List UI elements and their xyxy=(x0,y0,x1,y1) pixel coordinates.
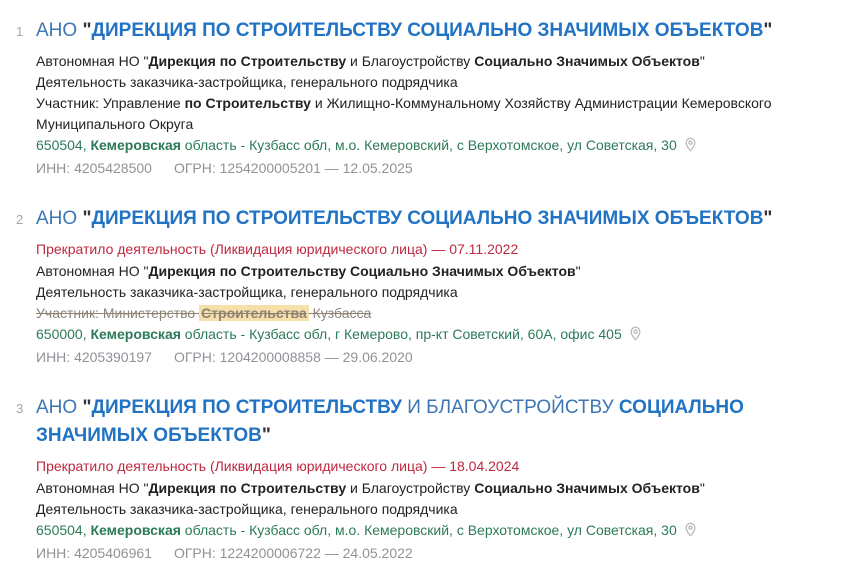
close-quote: " xyxy=(763,208,773,229)
open-quote: " xyxy=(82,208,92,229)
company-participant: Участник: Управление по Строительству и Жилищно-Коммунальному Хозяйству Администрации Кемеровского Муниципального Округа xyxy=(36,95,772,132)
search-result-1 xyxy=(0,17,786,179)
company-activity: Деятельность заказчика-застройщика, генерального подрядчика xyxy=(36,284,458,300)
company-address: 650504, Кемеровская область - Кузбасс обл, м.о. Кемеровский, с Верхотомское, ул Советская, 30 xyxy=(36,135,786,158)
full-name-match: Дирекция по Строительству xyxy=(148,53,347,69)
result-number: 2 xyxy=(16,212,24,227)
company-name-match: ДИРЕКЦИЯ ПО СТРОИТЕЛЬСТВУ СОЦИАЛЬНО ЗНАЧИМЫХ ОБЪЕКТОВ xyxy=(91,208,764,229)
open-quote: " xyxy=(82,397,92,418)
result-number: 1 xyxy=(16,24,24,39)
participant-match: по Строительству xyxy=(184,95,311,111)
address-region-match: Кемеровская xyxy=(90,522,181,538)
company-full-name: Автономная НО "Дирекция по Строительству и Благоустройству Социально Значимых Объектов" xyxy=(36,480,705,496)
address-region-match: Кемеровская xyxy=(90,137,181,153)
org-type: АНО xyxy=(36,208,83,229)
full-name-match: Дирекция по Строительству xyxy=(148,480,347,496)
company-full-name: Автономная НО "Дирекция по Строительству Социально Значимых Объектов" xyxy=(36,263,581,279)
result-number: 3 xyxy=(16,401,24,416)
company-full-name: Автономная НО "Дирекция по Строительству и Благоустройству Социально Значимых Объектов" xyxy=(36,53,705,69)
org-type: АНО xyxy=(36,397,83,418)
company-ids xyxy=(36,347,786,368)
map-pin-icon[interactable] xyxy=(628,326,643,347)
company-name-match: СОЦИАЛЬНО ЗНАЧИМЫХ ОБЪЕКТОВ xyxy=(36,397,744,446)
company-name-regular: И БЛАГОУСТРОЙСТВУ xyxy=(401,397,619,418)
org-type: АНО xyxy=(36,20,83,41)
map-pin-icon[interactable] xyxy=(683,137,698,158)
ogrn-value: ОГРН: 1254200005201 — 12.05.2025 xyxy=(173,160,413,176)
full-name-match: Социально Значимых Объектов xyxy=(474,480,700,496)
search-result-2 xyxy=(0,205,786,368)
close-quote: " xyxy=(763,20,773,41)
company-title-link[interactable] xyxy=(36,394,786,450)
inn-value: ИНН: 4205390197 xyxy=(36,349,152,365)
ogrn-value: ОГРН: 1204200008858 — 29.06.2020 xyxy=(173,349,413,365)
participant-highlight-match: Строительства xyxy=(201,305,307,321)
company-activity: Деятельность заказчика-застройщика, генерального подрядчика xyxy=(36,74,458,90)
inn-value: ИНН: 4205406961 xyxy=(36,545,152,561)
company-ids xyxy=(36,543,786,564)
close-quote: " xyxy=(261,425,271,446)
company-name-match: ДИРЕКЦИЯ ПО СТРОИТЕЛЬСТВУ СОЦИАЛЬНО ЗНАЧИМЫХ ОБЪЕКТОВ xyxy=(91,20,764,41)
company-name-match: ДИРЕКЦИЯ ПО СТРОИТЕЛЬСТВУ xyxy=(91,397,402,418)
full-name-match: Социально Значимых Объектов xyxy=(474,53,700,69)
company-address: 650504, Кемеровская область - Кузбасс обл, м.о. Кемеровский, с Верхотомское, ул Советская, 30 xyxy=(36,520,786,543)
company-ids xyxy=(36,158,786,179)
status-defunct: Прекратило деятельность (Ликвидация юридического лица) — 07.11.2022 xyxy=(36,241,519,257)
search-result-3 xyxy=(0,394,786,564)
company-title-link[interactable] xyxy=(36,205,786,233)
company-title-link[interactable] xyxy=(36,17,786,45)
open-quote: " xyxy=(82,20,92,41)
ogrn-value: ОГРН: 1224200006722 — 24.05.2022 xyxy=(173,545,413,561)
status-defunct: Прекратило деятельность (Ликвидация юридического лица) — 18.04.2024 xyxy=(36,458,520,474)
company-activity: Деятельность заказчика-застройщика, генерального подрядчика xyxy=(36,501,458,517)
address-region-match: Кемеровская xyxy=(90,326,181,342)
inn-value: ИНН: 4205428500 xyxy=(36,160,152,176)
company-address: 650000, Кемеровская область - Кузбасс обл, г Кемерово, пр-кт Советский, 60А, офис 405 xyxy=(36,324,786,347)
map-pin-icon[interactable] xyxy=(683,522,698,543)
company-participant-defunct: Участник: Министерство Строительства Кузбасса xyxy=(36,305,372,321)
full-name-match: Дирекция по Строительству Социально Значимых Объектов xyxy=(148,263,576,279)
